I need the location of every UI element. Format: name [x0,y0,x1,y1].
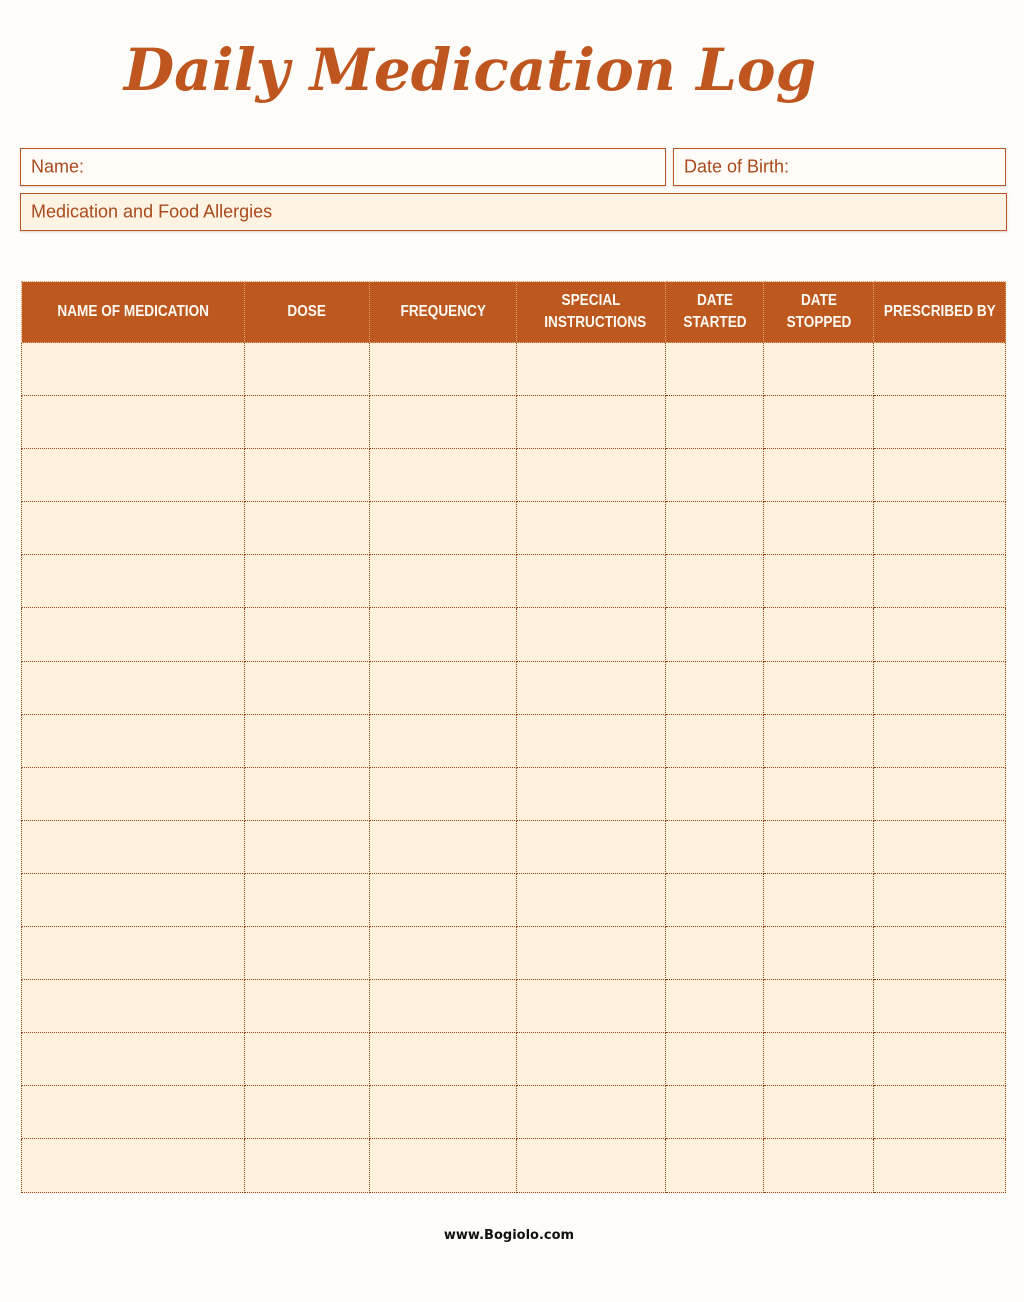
table-row [22,396,1006,449]
cell-date-started[interactable] [666,555,764,608]
cell-date-stopped[interactable] [764,661,874,714]
cell-special-instructions[interactable] [517,396,666,449]
cell-dose[interactable] [245,343,370,396]
cell-prescribed-by[interactable] [874,927,1006,980]
column-header-frequency: FREQUENCY [370,282,517,343]
cell-name-of-medication[interactable] [22,714,245,767]
cell-prescribed-by[interactable] [874,1139,1006,1192]
cell-frequency[interactable] [370,1033,517,1086]
cell-date-stopped[interactable] [764,449,874,502]
footer-website: www.Bogiolo.com [443,1228,575,1243]
cell-dose[interactable] [245,555,370,608]
cell-special-instructions[interactable] [517,555,666,608]
cell-name-of-medication[interactable] [22,608,245,661]
cell-date-started[interactable] [666,767,764,820]
cell-date-stopped[interactable] [764,820,874,873]
table-row [22,873,1006,926]
column-header-date-started: DATE STARTED [666,282,764,343]
cell-date-stopped[interactable] [764,555,874,608]
cell-dose[interactable] [245,927,370,980]
cell-special-instructions[interactable] [517,449,666,502]
date-of-birth-label: Date of Birth: [684,156,790,177]
cell-frequency[interactable] [370,820,517,873]
cell-prescribed-by[interactable] [874,502,1006,555]
table-row [22,343,1006,396]
cell-date-started[interactable] [666,449,764,502]
cell-dose[interactable] [245,608,370,661]
cell-prescribed-by[interactable] [874,820,1006,873]
cell-special-instructions[interactable] [517,1139,666,1192]
cell-date-stopped[interactable] [764,1139,874,1192]
cell-special-instructions[interactable] [517,661,666,714]
cell-frequency[interactable] [370,555,517,608]
cell-special-instructions[interactable] [517,873,666,926]
column-header-special-instructions: SPECIAL INSTRUCTIONS [517,282,666,343]
cell-date-started[interactable] [666,980,764,1033]
allergies-label: Medication and Food Allergies [31,201,273,222]
cell-special-instructions[interactable] [517,1033,666,1086]
cell-dose[interactable] [245,820,370,873]
cell-frequency[interactable] [370,1086,517,1139]
cell-date-stopped[interactable] [764,873,874,926]
cell-date-stopped[interactable] [764,714,874,767]
cell-name-of-medication[interactable] [22,555,245,608]
table-row [22,980,1006,1033]
cell-frequency[interactable] [370,343,517,396]
cell-date-stopped[interactable] [764,1033,874,1086]
cell-name-of-medication[interactable] [22,820,245,873]
cell-frequency[interactable] [370,661,517,714]
cell-frequency[interactable] [370,714,517,767]
cell-dose[interactable] [245,873,370,926]
cell-date-stopped[interactable] [764,1086,874,1139]
cell-special-instructions[interactable] [517,343,666,396]
cell-special-instructions[interactable] [517,714,666,767]
cell-prescribed-by[interactable] [874,980,1006,1033]
cell-dose[interactable] [245,502,370,555]
cell-frequency[interactable] [370,396,517,449]
cell-dose[interactable] [245,1139,370,1192]
cell-name-of-medication[interactable] [22,449,245,502]
cell-date-started[interactable] [666,608,764,661]
cell-special-instructions[interactable] [517,980,666,1033]
cell-date-started[interactable] [666,873,764,926]
cell-name-of-medication[interactable] [22,980,245,1033]
cell-date-stopped[interactable] [764,927,874,980]
table-header-row [22,282,1006,343]
cell-date-started[interactable] [666,1139,764,1192]
cell-dose[interactable] [245,980,370,1033]
allergies-field[interactable] [20,193,1007,231]
medication-log-table [21,281,1006,1193]
cell-date-started[interactable] [666,714,764,767]
table-row [22,449,1006,502]
cell-date-started[interactable] [666,820,764,873]
column-header-name-of-medication: NAME OF MEDICATION [22,282,245,343]
cell-prescribed-by[interactable] [874,449,1006,502]
cell-date-stopped[interactable] [764,502,874,555]
table-row [22,927,1006,980]
cell-prescribed-by[interactable] [874,555,1006,608]
cell-frequency[interactable] [370,502,517,555]
cell-date-stopped[interactable] [764,980,874,1033]
table-row [22,1086,1006,1139]
cell-date-started[interactable] [666,1033,764,1086]
cell-date-stopped[interactable] [764,608,874,661]
cell-date-started[interactable] [666,927,764,980]
cell-special-instructions[interactable] [517,608,666,661]
table-row [22,555,1006,608]
cell-name-of-medication[interactable] [22,396,245,449]
column-header-dose: DOSE [245,282,370,343]
table-row [22,1139,1006,1192]
table-body [22,343,1006,1193]
cell-prescribed-by[interactable] [874,396,1006,449]
cell-dose[interactable] [245,396,370,449]
cell-prescribed-by[interactable] [874,767,1006,820]
cell-date-started[interactable] [666,396,764,449]
table-row [22,608,1006,661]
cell-dose[interactable] [245,767,370,820]
cell-date-started[interactable] [666,343,764,396]
table-row [22,714,1006,767]
name-field[interactable] [20,148,666,186]
cell-dose[interactable] [245,1033,370,1086]
cell-name-of-medication[interactable] [22,1086,245,1139]
cell-frequency[interactable] [370,980,517,1033]
cell-frequency[interactable] [370,608,517,661]
table-row [22,767,1006,820]
cell-name-of-medication[interactable] [22,661,245,714]
cell-special-instructions[interactable] [517,927,666,980]
cell-name-of-medication[interactable] [22,767,245,820]
cell-name-of-medication[interactable] [22,502,245,555]
cell-frequency[interactable] [370,767,517,820]
cell-prescribed-by[interactable] [874,343,1006,396]
cell-name-of-medication[interactable] [22,1033,245,1086]
column-header-prescribed-by: PRESCRIBED BY [874,282,1006,343]
cell-prescribed-by[interactable] [874,1033,1006,1086]
cell-dose[interactable] [245,661,370,714]
cell-prescribed-by[interactable] [874,1086,1006,1139]
cell-name-of-medication[interactable] [22,1139,245,1192]
cell-prescribed-by[interactable] [874,661,1006,714]
cell-special-instructions[interactable] [517,502,666,555]
cell-prescribed-by[interactable] [874,714,1006,767]
cell-dose[interactable] [245,449,370,502]
cell-dose[interactable] [245,714,370,767]
name-label: Name: [31,156,85,177]
date-of-birth-field[interactable] [673,148,1006,186]
cell-name-of-medication[interactable] [22,927,245,980]
table-row [22,1033,1006,1086]
cell-frequency[interactable] [370,873,517,926]
cell-special-instructions[interactable] [517,1086,666,1139]
page-title: Daily Medication Log [123,36,817,104]
cell-date-stopped[interactable] [764,396,874,449]
column-header-date-stopped: DATE STOPPED [764,282,874,343]
cell-date-stopped[interactable] [764,343,874,396]
cell-date-started[interactable] [666,661,764,714]
cell-special-instructions[interactable] [517,820,666,873]
cell-date-started[interactable] [666,1086,764,1139]
cell-name-of-medication[interactable] [22,343,245,396]
cell-dose[interactable] [245,1086,370,1139]
table-row [22,502,1006,555]
table-row [22,820,1006,873]
cell-prescribed-by[interactable] [874,873,1006,926]
cell-frequency[interactable] [370,1139,517,1192]
cell-name-of-medication[interactable] [22,873,245,926]
cell-frequency[interactable] [370,927,517,980]
cell-special-instructions[interactable] [517,767,666,820]
cell-date-started[interactable] [666,502,764,555]
cell-prescribed-by[interactable] [874,608,1006,661]
table-row [22,661,1006,714]
cell-frequency[interactable] [370,449,517,502]
cell-date-stopped[interactable] [764,767,874,820]
